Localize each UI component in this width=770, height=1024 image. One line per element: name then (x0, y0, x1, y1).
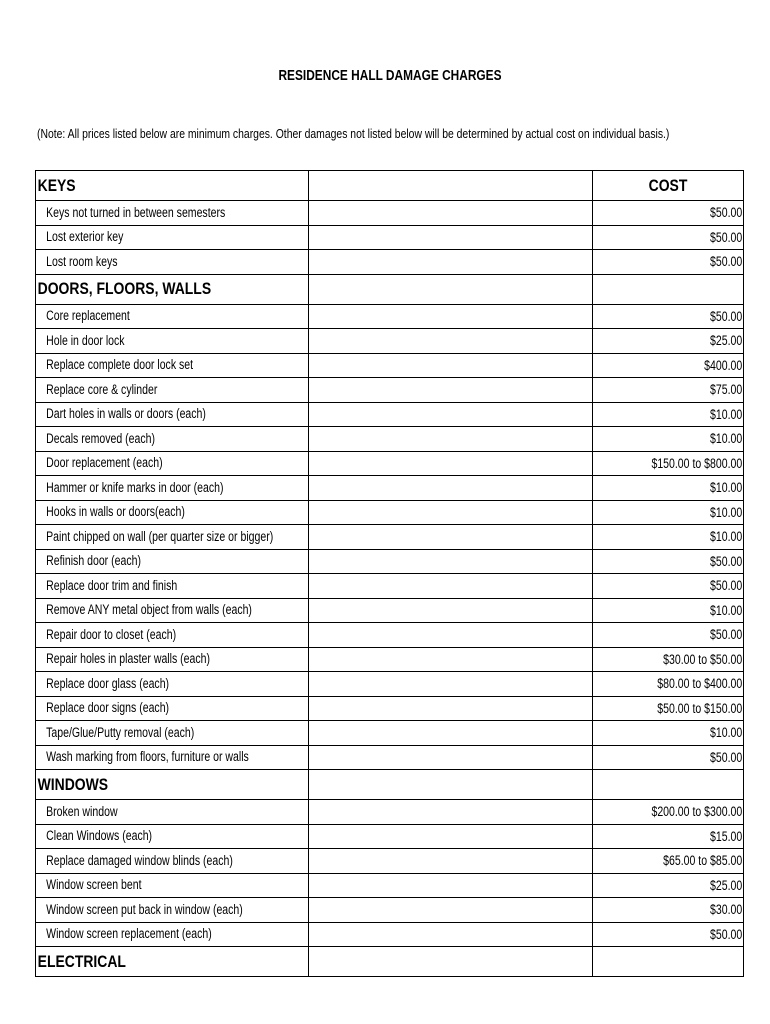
item-cost: $50.00 (710, 553, 743, 569)
item-name: Replace damaged window blinds (each) (46, 852, 233, 868)
item-name-cell (36, 672, 309, 697)
item-cost: $50.00 (710, 926, 743, 942)
item-name: Lost room keys (46, 253, 118, 269)
table-row (36, 549, 744, 574)
item-name-cell (36, 873, 309, 898)
item-name: Lost exterior key (46, 229, 124, 245)
item-cost-cell (593, 525, 744, 550)
table-row (36, 922, 744, 947)
item-cost: $65.00 to $85.00 (663, 853, 743, 869)
item-name: Keys not turned in between semesters (46, 204, 226, 220)
empty-cell (309, 800, 593, 825)
item-name-cell (36, 696, 309, 721)
table-row (36, 873, 744, 898)
empty-cell (309, 451, 593, 476)
section-label-cell (36, 770, 309, 800)
item-cost-cell (593, 549, 744, 574)
empty-cell (309, 427, 593, 452)
empty-cell (309, 353, 593, 378)
empty-cell (309, 549, 593, 574)
item-name-cell (36, 225, 309, 250)
item-name: Hammer or knife marks in door (each) (46, 479, 224, 495)
item-cost: $50.00 (710, 254, 743, 270)
table-row (36, 898, 744, 923)
item-cost-cell (593, 476, 744, 501)
item-name: Decals removed (each) (46, 430, 155, 446)
item-cost: $400.00 (704, 357, 743, 373)
empty-cell (309, 250, 593, 275)
empty-cell (309, 598, 593, 623)
item-name-cell (36, 476, 309, 501)
item-cost: $75.00 (710, 382, 743, 398)
item-name: Paint chipped on wall (per quarter size or bigger) (46, 528, 274, 544)
empty-cell (309, 647, 593, 672)
cost-column-header: COST (648, 175, 688, 195)
item-name: Refinish door (each) (46, 553, 141, 569)
table-row (36, 574, 744, 599)
item-cost-cell (593, 451, 744, 476)
empty-cell (309, 696, 593, 721)
item-cost: $25.00 (710, 877, 743, 893)
item-cost-cell (593, 329, 744, 354)
empty-cell (309, 898, 593, 923)
table-row (36, 849, 744, 874)
table-row (36, 225, 744, 250)
pricing-note: (Note: All prices listed below are minimum charges. Other damages not listed below will be determined by actual cost on individual basis.) (37, 126, 670, 141)
item-name: Remove ANY metal object from walls (each) (46, 602, 252, 618)
section-cost-cell (593, 947, 744, 977)
table-row (36, 451, 744, 476)
item-cost-cell (593, 201, 744, 226)
table-row (36, 721, 744, 746)
empty-cell (309, 402, 593, 427)
item-name-cell (36, 623, 309, 648)
item-cost-cell (593, 378, 744, 403)
section-header-row (36, 171, 744, 201)
empty-cell (309, 947, 593, 977)
item-cost-cell (593, 898, 744, 923)
item-name: Wash marking from floors, furniture or walls (46, 749, 249, 765)
table-row (36, 647, 744, 672)
item-name-cell (36, 500, 309, 525)
empty-cell (309, 378, 593, 403)
item-cost-cell (593, 225, 744, 250)
item-name-cell (36, 549, 309, 574)
item-name: Dart holes in walls or doors (each) (46, 406, 206, 422)
table-row (36, 672, 744, 697)
item-cost: $10.00 (710, 406, 743, 422)
item-name: Replace complete door lock set (46, 357, 194, 373)
empty-cell (309, 849, 593, 874)
section-cost-cell (593, 770, 744, 800)
empty-cell (309, 873, 593, 898)
item-name-cell (36, 849, 309, 874)
item-name-cell (36, 898, 309, 923)
table-row (36, 353, 744, 378)
table-row (36, 696, 744, 721)
item-cost: $10.00 (710, 504, 743, 520)
item-cost: $10.00 (710, 529, 743, 545)
item-name: Core replacement (46, 308, 130, 324)
item-name-cell (36, 824, 309, 849)
item-name-cell (36, 402, 309, 427)
item-name-cell (36, 647, 309, 672)
empty-cell (309, 500, 593, 525)
table-row (36, 427, 744, 452)
item-name-cell (36, 525, 309, 550)
table-row (36, 745, 744, 770)
item-cost: $25.00 (710, 333, 743, 349)
section-label: KEYS (37, 175, 76, 195)
item-name-cell (36, 574, 309, 599)
item-name-cell (36, 922, 309, 947)
page-title: RESIDENCE HALL DAMAGE CHARGES (278, 68, 502, 84)
item-cost: $50.00 (710, 229, 743, 245)
item-cost-cell (593, 824, 744, 849)
item-cost-cell (593, 849, 744, 874)
item-name: Window screen replacement (each) (46, 926, 212, 942)
item-name: Broken window (46, 803, 118, 819)
item-name: Replace core & cylinder (46, 381, 158, 397)
item-cost-cell (593, 353, 744, 378)
item-cost-cell (593, 623, 744, 648)
section-label: WINDOWS (37, 774, 109, 794)
item-cost-cell (593, 500, 744, 525)
empty-cell (309, 171, 593, 201)
empty-cell (309, 770, 593, 800)
item-name: Hole in door lock (46, 332, 125, 348)
item-cost: $30.00 to $50.00 (663, 651, 743, 667)
empty-cell (309, 525, 593, 550)
section-cost-cell (593, 274, 744, 304)
item-name: Replace door trim and finish (46, 577, 178, 593)
item-name: Door replacement (each) (46, 455, 163, 471)
item-cost-cell (593, 598, 744, 623)
item-cost: $15.00 (710, 828, 743, 844)
table-row (36, 623, 744, 648)
section-label-cell (36, 274, 309, 304)
item-cost-cell (593, 800, 744, 825)
item-cost: $50.00 (710, 308, 743, 324)
item-name: Clean Windows (each) (46, 828, 153, 844)
item-name: Replace door glass (each) (46, 675, 170, 691)
item-cost: $80.00 to $400.00 (657, 676, 743, 692)
empty-cell (309, 922, 593, 947)
empty-cell (309, 824, 593, 849)
item-cost: $10.00 (710, 480, 743, 496)
section-header-row (36, 770, 744, 800)
item-cost: $200.00 to $300.00 (651, 804, 743, 820)
item-cost-cell (593, 574, 744, 599)
table-row (36, 402, 744, 427)
item-cost-cell (593, 427, 744, 452)
item-name: Repair holes in plaster walls (each) (46, 651, 211, 667)
table-row (36, 525, 744, 550)
item-cost-cell (593, 721, 744, 746)
empty-cell (309, 476, 593, 501)
item-name-cell (36, 201, 309, 226)
item-name-cell (36, 250, 309, 275)
item-name: Window screen put back in window (each) (46, 901, 243, 917)
item-cost-cell (593, 696, 744, 721)
item-cost-cell (593, 672, 744, 697)
item-name-cell (36, 329, 309, 354)
table-row (36, 800, 744, 825)
empty-cell (309, 721, 593, 746)
section-label-cell (36, 947, 309, 977)
table-row (36, 329, 744, 354)
section-label: DOORS, FLOORS, WALLS (37, 279, 212, 298)
item-name: Window screen bent (46, 877, 142, 893)
item-name-cell (36, 427, 309, 452)
table-row (36, 250, 744, 275)
section-cost-cell (593, 171, 744, 201)
item-cost: $10.00 (710, 725, 743, 741)
section-label: ELECTRICAL (37, 951, 126, 971)
item-cost-cell (593, 745, 744, 770)
item-name-cell (36, 745, 309, 770)
item-name: Hooks in walls or doors(each) (46, 504, 185, 520)
item-cost-cell (593, 647, 744, 672)
empty-cell (309, 304, 593, 329)
table-row (36, 824, 744, 849)
item-name: Replace door signs (each) (46, 700, 170, 716)
section-header-row (36, 274, 744, 304)
table-row (36, 500, 744, 525)
empty-cell (309, 201, 593, 226)
table-row (36, 476, 744, 501)
item-name-cell (36, 800, 309, 825)
item-name-cell (36, 304, 309, 329)
item-name: Tape/Glue/Putty removal (each) (46, 724, 195, 740)
item-cost-cell (593, 873, 744, 898)
item-cost-cell (593, 250, 744, 275)
item-name-cell (36, 721, 309, 746)
section-header-row (36, 947, 744, 977)
empty-cell (309, 225, 593, 250)
item-name-cell (36, 353, 309, 378)
item-name-cell (36, 378, 309, 403)
table-row (36, 598, 744, 623)
item-name-cell (36, 451, 309, 476)
damage-charges-table (35, 170, 744, 977)
item-cost: $50.00 (710, 749, 743, 765)
damage-charges-body (36, 171, 744, 977)
section-label-cell (36, 171, 309, 201)
empty-cell (309, 329, 593, 354)
item-cost: $150.00 to $800.00 (651, 455, 743, 471)
item-cost: $50.00 (710, 627, 743, 643)
empty-cell (309, 745, 593, 770)
table-row (36, 378, 744, 403)
empty-cell (309, 623, 593, 648)
item-cost: $50.00 (710, 578, 743, 594)
item-cost: $10.00 (710, 431, 743, 447)
item-cost: $30.00 (710, 902, 743, 918)
table-row (36, 201, 744, 226)
item-name-cell (36, 598, 309, 623)
item-cost: $50.00 to $150.00 (657, 700, 743, 716)
empty-cell (309, 672, 593, 697)
item-cost: $50.00 (710, 205, 743, 221)
empty-cell (309, 274, 593, 304)
item-cost: $10.00 (710, 602, 743, 618)
item-cost-cell (593, 922, 744, 947)
item-name: Repair door to closet (each) (46, 626, 177, 642)
item-cost-cell (593, 402, 744, 427)
empty-cell (309, 574, 593, 599)
table-row (36, 304, 744, 329)
item-cost-cell (593, 304, 744, 329)
